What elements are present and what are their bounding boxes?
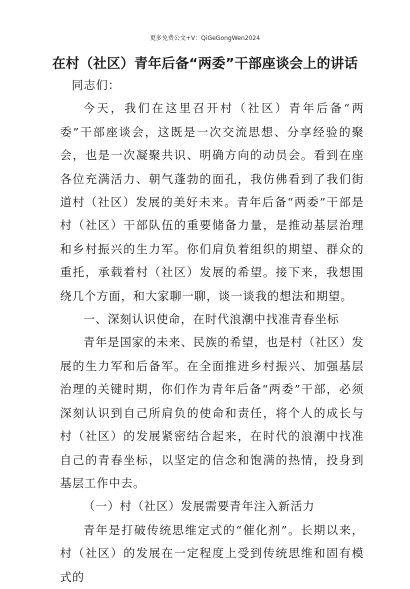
subsection-heading-1: （一）村（社区）发展需要青年注入新活力 [83,499,315,514]
paragraph-subsection-1: 青年是打破传统思维定式的“催化剂”。长期以来，村（社区）的发展在一定程度上受到传统思维和固有模式的 [60,522,364,584]
paragraph-intro: 今天，我们在这里召开村（社区）青年后备“两委”干部座谈会，这既是一次交流思想、分享经验的聚会，也是一次凝聚共识、明确方向的动员会。看到在座各位充满活力、朝气蓬勃的面孔，我仿佛看到了我们街道村（社区）发展的美好未来。青年后备“两委”干部是村（社区）干部队伍的重要储备力量，是推动基层治理和乡村振兴的生力军。你们肩负着组织的期望、群众的重托，承载着村（社区）发展的希望。接下来，我想围绕几个方面，和大家聊一聊，谈一谈我的想法和期望。 [60,101,364,303]
document-title: 在村（社区）青年后备“两委”干部座谈会上的讲话 [52,56,358,72]
paragraph-section-1: 青年是国家的未来、民族的希望，也是村（社区）发展的生力军和后备军。在全面推进乡村振兴、加强基层治理的关键时期，你们作为青年后备“两委”干部，必须深刻认识到自己所肩负的使命和责任，将个人的成长与村（社区）的发展紧密结合起来，在时代的浪潮中找准自己的青春坐标，以坚定的信念和饱满的热情，投身到基层工作中去。 [60,335,364,490]
document-body [60,74,364,589]
section-heading-1: 一、深刻认识使命，在时代浪潮中找准青春坐标 [83,312,340,327]
salutation: 同志们： [71,78,121,92]
header-note: 更多免费公文+V：QiGeGongWen2024 [149,35,261,42]
